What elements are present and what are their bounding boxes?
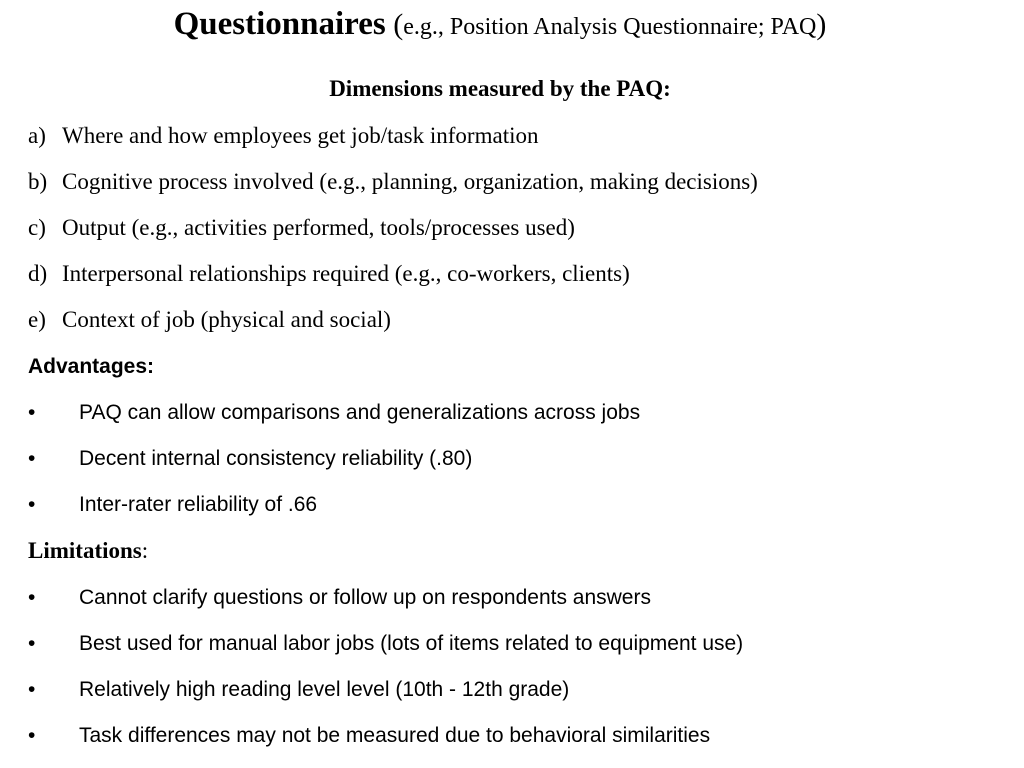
advantage-item <box>28 398 640 428</box>
dimension-letter: a) <box>28 123 46 148</box>
dimension-item-e <box>28 305 391 335</box>
slide-title <box>0 6 1000 43</box>
advantage-item <box>28 490 317 520</box>
dimension-text: Context of job (physical and social) <box>62 307 391 332</box>
dimension-letter: c) <box>28 215 46 240</box>
limitation-item <box>28 629 743 659</box>
dimension-letter: d) <box>28 261 48 286</box>
bullet-icon: • <box>28 724 36 747</box>
bullet-icon: • <box>28 447 36 470</box>
dimension-text: Interpersonal relationships required (e.g., co-workers, clients) <box>62 261 630 286</box>
dimensions-heading: Dimensions measured by the PAQ: <box>329 76 671 101</box>
title-subtitle: e.g., Position Analysis Questionnaire; PAQ <box>403 14 817 40</box>
dimension-item-b <box>28 167 758 197</box>
dimension-item-d <box>28 259 630 289</box>
dimension-item-a <box>28 121 538 151</box>
limitation-item <box>28 675 569 705</box>
title-main: Questionnaires <box>173 6 386 42</box>
bullet-icon: • <box>28 678 36 701</box>
title-close-paren: ) <box>816 8 827 41</box>
dimension-text: Cognitive process involved (e.g., planning, organization, making decisions) <box>62 169 758 194</box>
advantages-heading: Advantages: <box>28 355 155 378</box>
dimension-text: Where and how employees get job/task information <box>62 123 539 148</box>
dimension-text: Output (e.g., activities performed, tools/processes used) <box>62 215 575 240</box>
limitations-heading: Limitations <box>28 538 142 563</box>
limitations-heading-line <box>28 536 148 566</box>
advantage-item <box>28 444 472 474</box>
limitation-text: Cannot clarify questions or follow up on respondents answers <box>79 586 651 609</box>
limitation-text: Best used for manual labor jobs (lots of items related to equipment use) <box>79 632 744 655</box>
dimension-letter: e) <box>28 307 46 332</box>
limitations-colon: : <box>141 538 149 563</box>
limitation-text: Task differences may not be measured due to behavioral similarities <box>79 724 711 747</box>
bullet-icon: • <box>28 632 36 655</box>
dimension-letter: b) <box>28 169 48 194</box>
limitation-text: Relatively high reading level level (10th - 12th grade) <box>79 678 570 701</box>
advantage-text: PAQ can allow comparisons and generalizations across jobs <box>79 401 641 424</box>
bullet-icon: • <box>28 401 36 424</box>
limitation-item <box>28 583 651 613</box>
advantage-text: Inter-rater reliability of .66 <box>79 493 318 516</box>
dimension-item-c <box>28 213 575 243</box>
bullet-icon: • <box>28 586 36 609</box>
bullet-icon: • <box>28 493 36 516</box>
limitation-item <box>28 721 710 751</box>
title-open-paren: ( <box>385 8 404 41</box>
advantage-text: Decent internal consistency reliability (.80) <box>79 447 473 470</box>
